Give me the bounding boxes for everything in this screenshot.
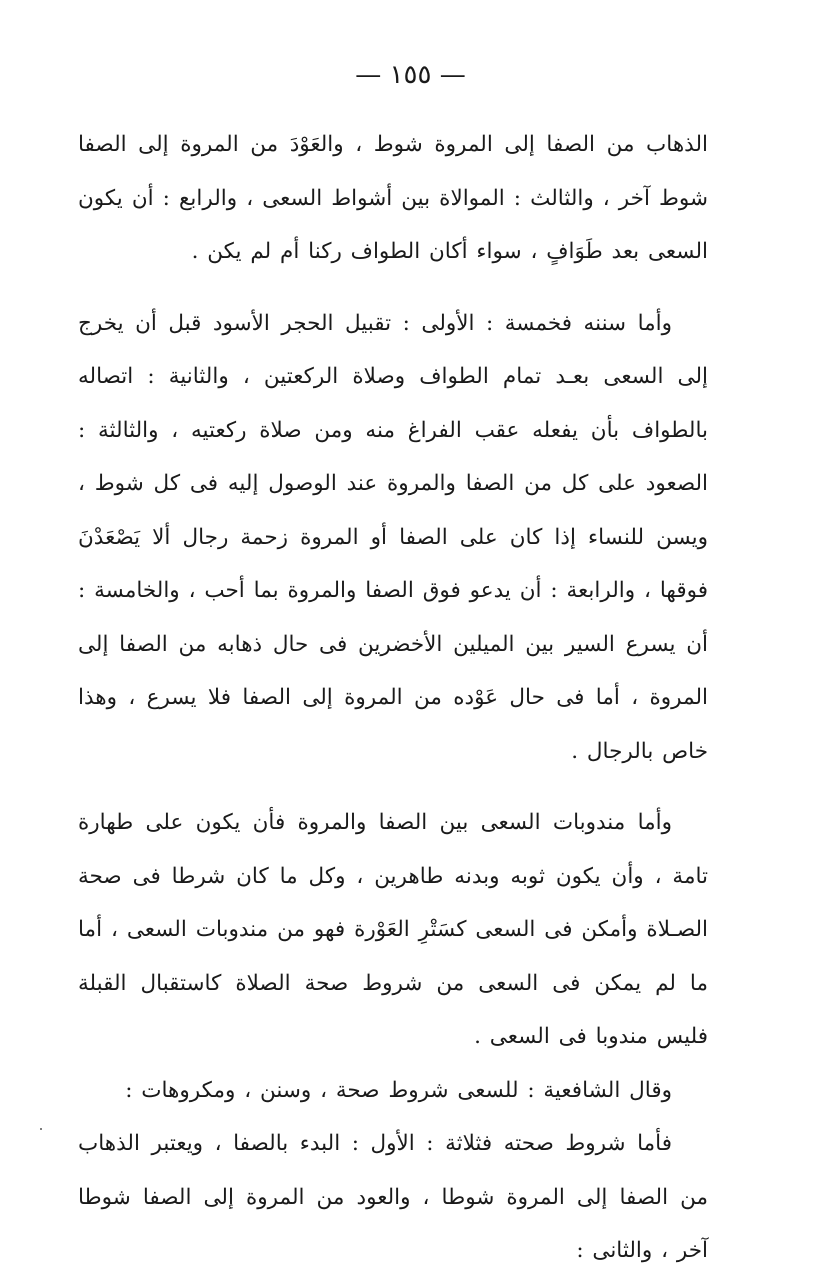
paragraph-tawaf-conditions: الذهاب من الصفا إلى المروة شوط ، والعَوْدَ من المروة إلى الصفا شوط آخر ، والثالث : الموالاة بين أشواط السعى ، والرابع : أن يكون السعى بعد طَوَافٍ ، سواء أكان الطواف ركنا أم لم يكن . (78, 132, 708, 264)
page-number: — ١٥٥ — (355, 60, 466, 90)
paragraph-shafiiyya-intro: وقال الشافعية : للسعى شروط صحة ، وسنن ، ومكروهات : (125, 1077, 672, 1103)
paragraph-mandubat: وأما مندوبات السعى بين الصفا والمروة فأن يكون على طهارة تامة ، وأن يكون ثوبه وبدنه طاهرين ، وكل ما كان شرطا فى صحة الصـلاة وأمكن فى السعى كسَتْرِ العَوْرة فهو من مندوبات السعى ، أما ما لم يمكن فى السعى من شروط صحة الصلاة كاستقبال القبلة فليس مندوبا فى السعى . (78, 810, 708, 1049)
scan-speck (40, 1128, 42, 1130)
paragraph-sunan: وأما سننه فخمسة : الأولى : تقبيل الحجر الأسود قبل أن يخرج إلى السعى بعـد تمام الطواف وصلاة الركعتين ، والثانية : اتصاله بالطواف بأن يفعله عقب الفراغ منه ومن صلاة ركعتيه ، والثالثة : الصعود على كل من الصفا والمروة عند الوصول إليه فى كل شوط ، ويسن للنساء إذا كان على الصفا أو المروة زحمة رجال ألا يَصْعَدْنَ فوقها ، والرابعة : أن يدعو فوق الصفا والمروة بما أحب ، والخامسة : أن يسرع السير بين الميلين الأخضرين فى حال ذهابه من الصفا إلى المروة ، أما فى حال عَوْده من المروة إلى الصفا فلا يسرع ، وهذا خاص بالرجال . (78, 310, 708, 764)
body-text (78, 118, 708, 1278)
paragraph-shafiiyya-conditions: فأما شروط صحته فثلاثة : الأول : البدء بالصفا ، ويعتبر الذهاب من الصفا إلى المروة شوطا ، والعود من المروة إلى الصفا شوطا آخر ، والثانى : (78, 1131, 708, 1263)
